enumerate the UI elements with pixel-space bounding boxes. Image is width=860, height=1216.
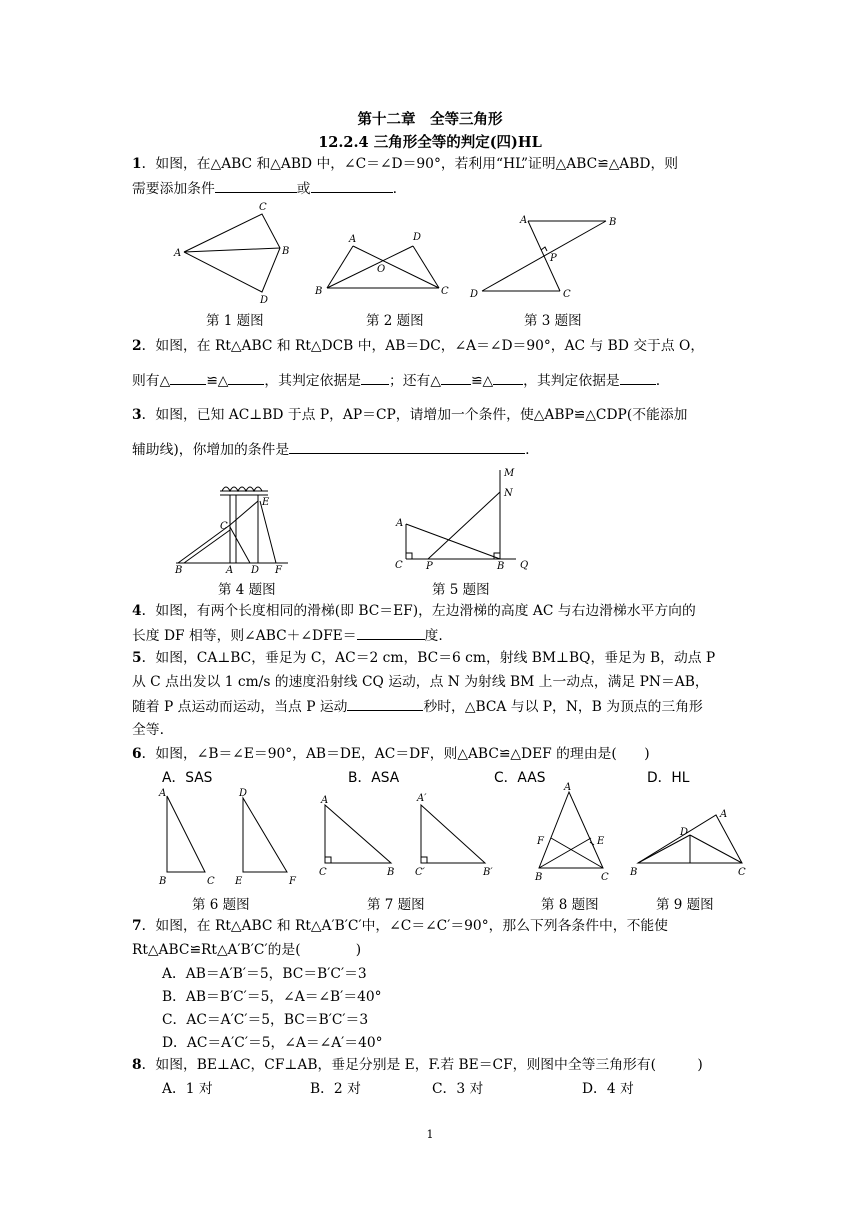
question-6-option-d[interactable]: D．HL — [647, 770, 690, 786]
vertex-label: D — [251, 565, 260, 576]
question-1-line-1: 1．如图，在△ABC 和△ABD 中，∠C＝∠D＝90°，若利用“HL”证明△ABC≌△ABD，则 — [132, 156, 679, 172]
vertex-label: A — [520, 215, 528, 226]
vertex-label: C — [738, 867, 746, 878]
figure-1 — [170, 200, 300, 305]
vertex-label: D — [413, 232, 422, 243]
vertex-label: P — [426, 561, 433, 572]
question-5-line-3: 随着 P 点运动而运动，当点 P 运动 秒时，△BCA 与以 P，N，B 为顶点的三角形 — [132, 699, 703, 715]
question-4-line-2: 长度 DF 相等，则∠ABC＋∠DFE＝ 度. — [132, 628, 443, 644]
vertex-label: F — [537, 836, 544, 847]
question-8-line-1: 8．如图，BE⊥AC，CF⊥AB，垂足分别是 E，F.若 BE＝CF，则图中全等三角形有( ) — [132, 1057, 703, 1073]
question-3-line-1: 3．如图，已知 AC⊥BD 于点 P，AP＝CP，请增加一个条件，使△ABP≌△CDP(不能添加 — [132, 407, 688, 423]
figure-4 — [172, 475, 297, 575]
figure-2 — [315, 228, 455, 298]
question-6-option-b[interactable]: B．ASA — [348, 770, 400, 786]
vertex-label: F — [275, 565, 282, 576]
vertex-label: A — [321, 795, 329, 806]
question-5-line-1: 5．如图，CA⊥BC，垂足为 C，AC＝2 cm，BC＝6 cm，射线 BM⊥BQ，垂足为 B，动点 P — [132, 650, 716, 666]
figure-7-caption: 第 7 题图 — [367, 897, 425, 913]
vertex-label: A — [564, 782, 572, 793]
vertex-label: D — [239, 788, 248, 799]
answer-blank[interactable] — [289, 440, 525, 454]
vertex-label: A — [349, 234, 357, 245]
question-8-option-b[interactable]: B．2 对 — [310, 1081, 361, 1097]
answer-blank[interactable] — [441, 371, 471, 385]
answer-blank[interactable] — [347, 697, 423, 711]
figure-9 — [628, 805, 753, 880]
vertex-label: C — [563, 289, 571, 300]
question-7-option-c[interactable]: C．AC＝A′C′＝5，BC＝B′C′＝3 — [162, 1012, 369, 1028]
vertex-label: C′ — [415, 867, 425, 878]
vertex-label: B — [159, 876, 167, 887]
vertex-label: C — [441, 286, 449, 297]
vertex-label: B — [609, 217, 617, 228]
vertex-label: A′ — [417, 793, 427, 804]
question-2-line-2: 则有△ ≌△ ，其判定依据是 ；还有△ ≌△ ，其判定依据是 . — [132, 373, 661, 389]
question-7-option-d[interactable]: D．AC＝A′C′＝5，∠A＝∠A′＝40° — [162, 1035, 383, 1051]
question-6-line-1: 6．如图，∠B＝∠E＝90°，AB＝DE，AC＝DF，则△ABC≌△DEF 的理由是( ) — [132, 746, 650, 762]
answer-blank[interactable] — [357, 626, 425, 640]
vertex-label: M — [504, 468, 515, 479]
vertex-label: B — [535, 872, 543, 883]
question-7-line-2: Rt△ABC≌Rt△A′B′C′的是( ) — [132, 942, 362, 958]
figure-5-caption: 第 5 题图 — [432, 582, 490, 598]
page-number: 1 — [426, 1128, 434, 1141]
vertex-label: C — [395, 560, 403, 571]
answer-blank[interactable] — [620, 371, 656, 385]
answer-blank[interactable] — [311, 179, 393, 193]
vertex-label: B′ — [483, 867, 493, 878]
question-7-option-b[interactable]: B．AB＝B′C′＝5，∠A＝∠B′＝40° — [162, 989, 382, 1005]
question-6-option-c[interactable]: C．AAS — [494, 770, 546, 786]
vertex-label: Q — [520, 560, 529, 571]
figure-7 — [315, 793, 505, 888]
question-6-option-a[interactable]: A．SAS — [162, 770, 213, 786]
chapter-title: 第十二章 全等三角形 — [357, 111, 503, 128]
vertex-label: A — [226, 565, 234, 576]
figure-8 — [527, 782, 622, 887]
vertex-label: A — [396, 518, 404, 529]
vertex-label: O — [377, 264, 386, 275]
vertex-label: E — [262, 497, 270, 508]
vertex-label: E — [235, 876, 243, 887]
vertex-label: E — [597, 836, 605, 847]
answer-blank[interactable] — [361, 371, 389, 385]
question-4-line-1: 4．如图，有两个长度相同的滑梯(即 BC＝EF)，左边滑梯的高度 AC 与右边滑梯水平方向的 — [132, 603, 696, 619]
vertex-label: B — [175, 565, 183, 576]
vertex-label: A — [159, 788, 167, 799]
figure-3 — [468, 213, 618, 303]
figure-5 — [392, 462, 542, 572]
answer-blank[interactable] — [493, 371, 523, 385]
vertex-label: B — [315, 286, 323, 297]
answer-blank[interactable] — [215, 179, 297, 193]
vertex-label: D — [470, 289, 479, 300]
vertex-label: A — [174, 248, 182, 259]
vertex-label: C — [259, 202, 267, 213]
vertex-label: D — [680, 827, 689, 838]
question-8-option-c[interactable]: C．3 对 — [432, 1081, 484, 1097]
answer-blank[interactable] — [228, 371, 264, 385]
vertex-label: C — [601, 872, 609, 883]
figure-3-caption: 第 3 题图 — [524, 313, 582, 329]
vertex-label: B — [630, 867, 638, 878]
vertex-label: B — [387, 867, 395, 878]
question-7-option-a[interactable]: A．AB＝A′B′＝5，BC＝B′C′＝3 — [162, 966, 367, 982]
vertex-label: A — [720, 809, 728, 820]
vertex-label: C — [220, 521, 228, 532]
vertex-label: P — [550, 253, 557, 264]
vertex-label: D — [260, 295, 269, 306]
question-7-line-1: 7．如图，在 Rt△ABC 和 Rt△A′B′C′中，∠C＝∠C′＝90°，那么下列各条件中，不能使 — [132, 918, 668, 934]
figure-9-caption: 第 9 题图 — [656, 897, 714, 913]
figure-4-caption: 第 4 题图 — [218, 582, 276, 598]
question-1-line-2: 需要添加条件 或 . — [132, 181, 397, 197]
question-8-option-a[interactable]: A．1 对 — [162, 1081, 213, 1097]
figure-6-caption: 第 6 题图 — [192, 897, 250, 913]
question-2-line-1: 2．如图，在 Rt△ABC 和 Rt△DCB 中，AB＝DC，∠A＝∠D＝90°，AC 与 BD 交于点 O， — [132, 338, 705, 354]
question-8-option-d[interactable]: D．4 对 — [582, 1081, 634, 1097]
vertex-label: N — [504, 488, 513, 499]
question-5-line-4: 全等. — [132, 722, 164, 738]
vertex-label: B — [497, 561, 505, 572]
section-title: 12.2.4 三角形全等的判定(四)HL — [318, 134, 542, 151]
vertex-label: C — [207, 876, 215, 887]
question-3-line-2: 辅助线)，你增加的条件是 . — [132, 442, 530, 458]
figure-2-caption: 第 2 题图 — [366, 313, 424, 329]
answer-blank[interactable] — [170, 371, 206, 385]
figure-6 — [155, 784, 305, 889]
vertex-label: F — [289, 876, 296, 887]
figure-8-caption: 第 8 题图 — [541, 897, 599, 913]
question-5-line-2: 从 C 点出发以 1 cm/s 的速度沿射线 CQ 运动，点 N 为射线 BM 上一动点，满足 PN＝AB， — [132, 674, 709, 690]
vertex-label: B — [282, 246, 290, 257]
vertex-label: C — [319, 867, 327, 878]
figure-1-caption: 第 1 题图 — [206, 313, 264, 329]
